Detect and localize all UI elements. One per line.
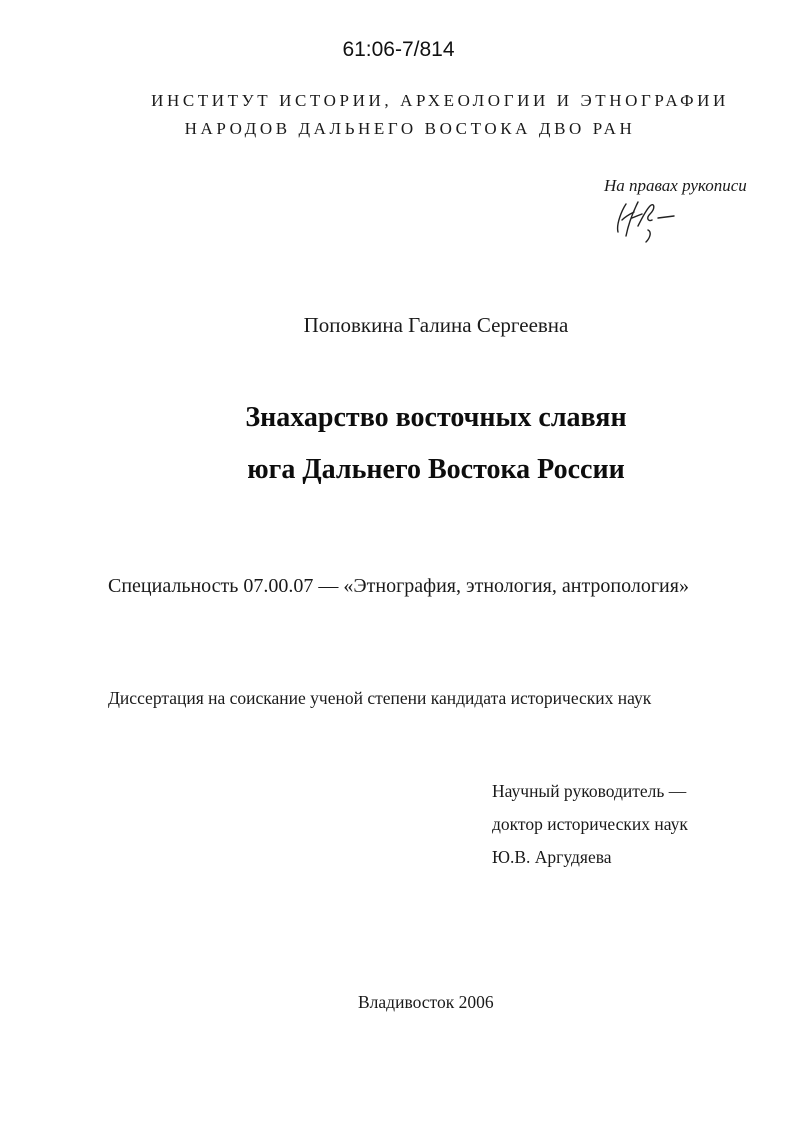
dissertation-title-line1: Знахарство восточных славян [245,402,627,433]
dissertation-type: Диссертация на соискание ученой степени кандидата исторических наук [108,688,652,708]
supervisor-label: Научный руководитель — [492,781,687,801]
signature-icon [612,196,682,246]
dissertation-title-line2: юга Дальнего Востока России [247,454,625,485]
manuscript-rights-note: На правах рукописи [604,176,747,195]
city-year: Владивосток 2006 [358,992,494,1012]
catalog-code: 61:06-7/814 [342,38,455,61]
specialty: Специальность 07.00.07 — «Этнография, этнология, антропология» [108,575,689,597]
institute-name-line2: НАРОДОВ ДАЛЬНЕГО ВОСТОКА ДВО РАН [184,119,636,138]
institute-name-line1: ИНСТИТУТ ИСТОРИИ, АРХЕОЛОГИИ И ЭТНОГРАФИИ [151,91,729,110]
author-name: Поповкина Галина Сергеевна [303,313,569,337]
supervisor-name: Ю.В. Аргудяева [492,847,612,867]
supervisor-degree: доктор исторических наук [492,814,688,834]
